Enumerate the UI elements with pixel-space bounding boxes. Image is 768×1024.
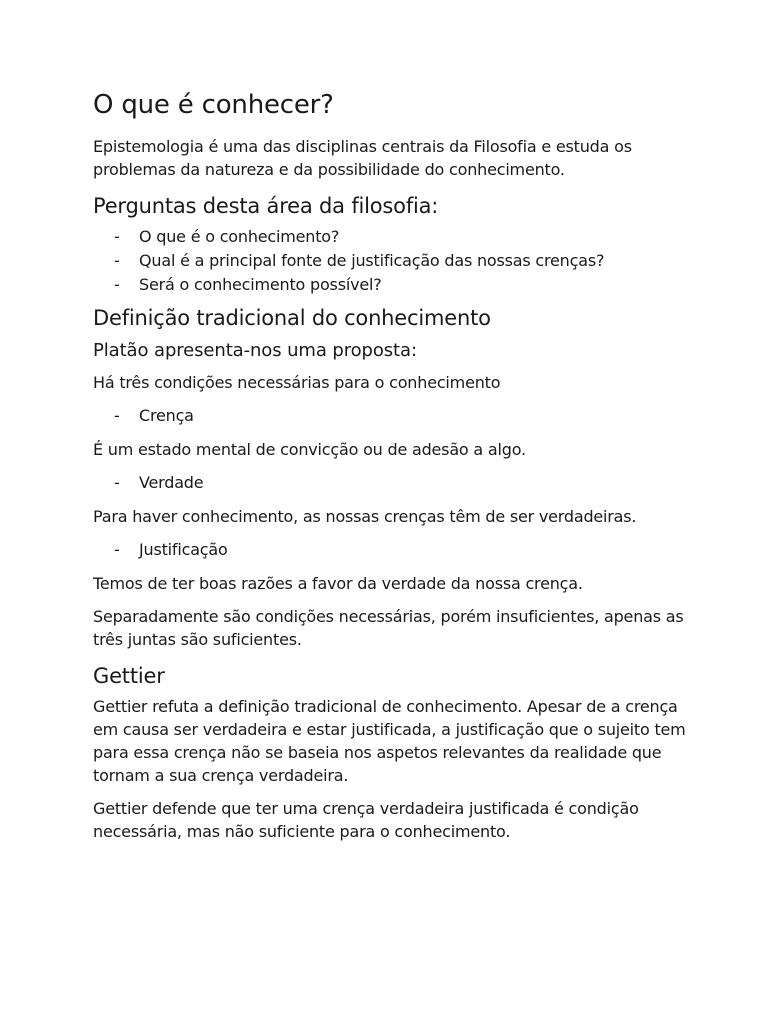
bullet-dash: - xyxy=(114,275,120,294)
list-item xyxy=(93,225,693,249)
questions-list xyxy=(93,225,693,297)
list-item xyxy=(93,538,693,562)
list-item-text: Verdade xyxy=(139,473,204,492)
list-item xyxy=(93,404,693,428)
definition-heading: Definição tradicional do conhecimento xyxy=(93,306,491,330)
bullet-dash: - xyxy=(114,227,120,246)
questions-heading: Perguntas desta área da filosofia: xyxy=(93,194,439,218)
justification-description: Temos de ter boas razões a favor da verdade da nossa crença. xyxy=(93,574,583,593)
list-item-text: Crença xyxy=(139,406,194,425)
condition-list-justification xyxy=(93,538,693,562)
document-page xyxy=(93,88,693,853)
list-item-text: O que é o conhecimento? xyxy=(139,227,340,246)
bullet-dash: - xyxy=(114,540,120,559)
bullet-dash: - xyxy=(114,406,120,425)
sufficiency-paragraph: Separadamente são condições necessárias, porém insuficientes, apenas as três juntas são suficientes. xyxy=(93,607,684,649)
bullet-dash: - xyxy=(114,473,120,492)
list-item xyxy=(93,249,693,273)
gettier-paragraph-2: Gettier defende que ter uma crença verdadeira justificada é condição necessária, mas não suficiente para o conhecimento. xyxy=(93,799,639,841)
conditions-intro: Há três condições necessárias para o conhecimento xyxy=(93,373,501,392)
page-title: O que é conhecer? xyxy=(93,90,334,120)
list-item-text: Qual é a principal fonte de justificação das nossas crenças? xyxy=(139,251,605,270)
list-item xyxy=(93,273,693,297)
bullet-dash: - xyxy=(114,251,120,270)
gettier-paragraph-1: Gettier refuta a definição tradicional de conhecimento. Apesar de a crença em causa ser verdadeira e estar justificada, a justificação que o sujeito tem para essa crença não se baseia nos aspetos relevantes da realidade que tornam a sua crença verdadeira. xyxy=(93,697,686,785)
belief-description: É um estado mental de convicção ou de adesão a algo. xyxy=(93,440,526,459)
list-item-text: Justificação xyxy=(139,540,228,559)
plato-heading: Platão apresenta-nos uma proposta: xyxy=(93,340,417,361)
gettier-heading: Gettier xyxy=(93,664,165,688)
condition-list-truth xyxy=(93,471,693,495)
list-item xyxy=(93,471,693,495)
truth-description: Para haver conhecimento, as nossas crenças têm de ser verdadeiras. xyxy=(93,507,637,526)
intro-paragraph: Epistemologia é uma das disciplinas centrais da Filosofia e estuda os problemas da natureza e da possibilidade do conhecimento. xyxy=(93,137,632,179)
list-item-text: Será o conhecimento possível? xyxy=(139,275,382,294)
condition-list-belief xyxy=(93,404,693,428)
